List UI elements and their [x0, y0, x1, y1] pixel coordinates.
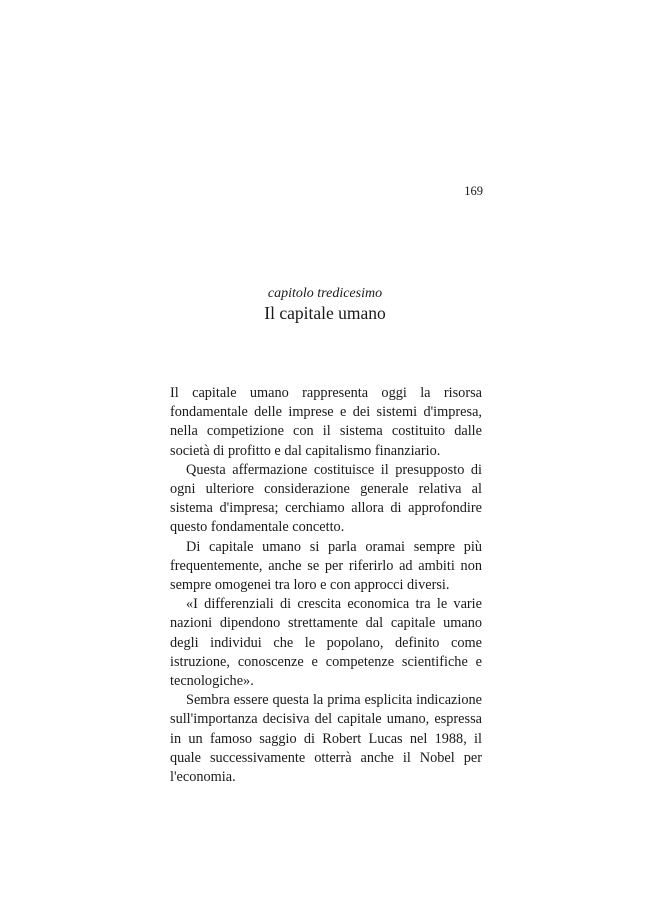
chapter-title: Il capitale umano [264, 303, 386, 323]
chapter-label: capitolo tredicesimo [267, 286, 383, 301]
paragraph: Sembra essere questa la prima esplicita indicazione sull'importanza decisiva del capitale umano, espressa in un famoso saggio di Robert Lucas nel 1988, il quale successivamente otterrà anche il Nobel per l'economia. [170, 692, 482, 786]
paragraph: Di capitale umano si parla oramai sempre più frequentemente, anche se per riferirlo ad ambiti non sempre omogenei tra loro e con approcci diversi. [170, 538, 482, 594]
body-text [170, 384, 482, 787]
page-number: 169 [464, 184, 483, 198]
paragraph: Questa affermazione costituisce il presupposto di ogni ulteriore considerazione generale relativa al sistema d'impresa; cerchiamo allora di approfondire questo fondamentale concetto. [170, 461, 482, 536]
paragraph: Il capitale umano rappresenta oggi la risorsa fondamentale delle imprese e dei sistemi d'impresa, nella competizione con il sistema costituito dalle società di profitto e dal capitalismo finanziario. [170, 385, 482, 459]
paragraph: «I differenziali di crescita economica tra le varie nazioni dipendono strettamente dal capitale umano degli individui che le popolano, definito come istruzione, conoscenze e competenze scientifiche e tecnologiche». [170, 596, 482, 690]
